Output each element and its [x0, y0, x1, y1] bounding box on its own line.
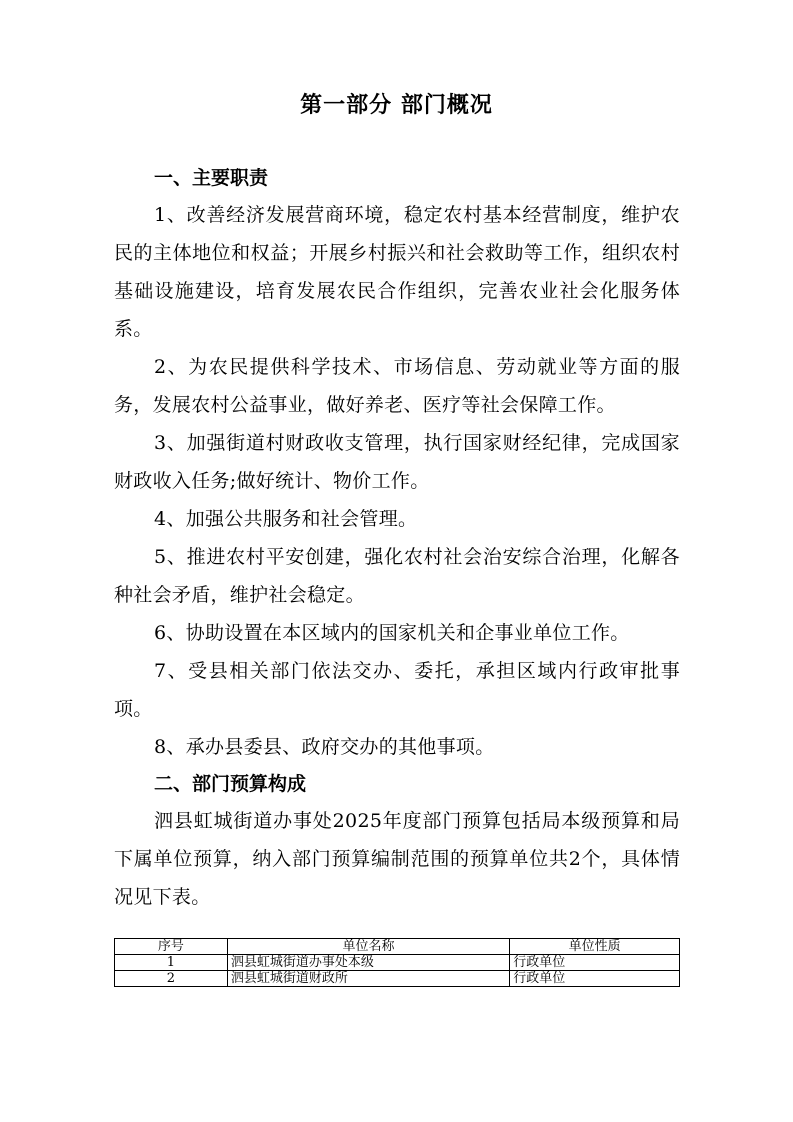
row-unit-type: 行政单位	[510, 955, 680, 971]
header-unit-name: 单位名称	[227, 939, 509, 955]
duty-item-7: 7、受县相关部门依法交办、委托，承担区域内行政审批事项。	[114, 660, 680, 720]
budget-paragraph: 泗县虹城街道办事处2025年度部门预算包括局本级预算和局下属单位预算，纳入部门预算编制范围的预算单位共2个，具体情况见下表。	[114, 810, 680, 908]
duty-item-2: 2、为农民提供科学技术、市场信息、劳动就业等方面的服务，发展农村公益事业，做好养老、医疗等社会保障工作。	[114, 356, 680, 416]
duty-item-8: 8、承办县委县、政府交办的其他事项。	[154, 736, 495, 758]
row-index: 2	[115, 971, 228, 987]
table-row	[115, 955, 680, 971]
duty-item-5: 5、推进农村平安创建，强化农村社会治安综合治理，化解各种社会矛盾，维护社会稳定。	[114, 546, 680, 606]
header-unit-type: 单位性质	[510, 939, 680, 955]
duty-item-4: 4、加强公共服务和社会管理。	[154, 508, 418, 530]
budget-units-table	[114, 938, 680, 987]
row-unit-name: 泗县虹城街道财政所	[227, 971, 509, 987]
row-unit-type: 行政单位	[510, 971, 680, 987]
section-heading-duties: 一、主要职责	[154, 167, 269, 189]
section-heading-budget: 二、部门预算构成	[154, 773, 307, 795]
duty-item-6: 6、协助设置在本区域内的国家机关和企事业单位工作。	[154, 622, 630, 644]
row-unit-name: 泗县虹城街道办事处本级	[227, 955, 509, 971]
document-body	[114, 160, 680, 987]
page-title: 第一部分 部门概况	[300, 93, 493, 118]
duty-item-3: 3、加强街道村财政收支管理，执行国家财经纪律，完成国家财政收入任务;做好统计、物价工作。	[114, 432, 680, 492]
row-index: 1	[115, 955, 228, 971]
duty-item-1: 1、改善经济发展营商环境，稳定农村基本经营制度，维护农民的主体地位和权益；开展乡村振兴和社会救助等工作，组织农村基础设施建设，培育发展农民合作组织，完善农业社会化服务体系。	[114, 204, 680, 340]
header-index: 序号	[115, 939, 228, 955]
table-row	[115, 971, 680, 987]
table-header-row	[115, 939, 680, 955]
